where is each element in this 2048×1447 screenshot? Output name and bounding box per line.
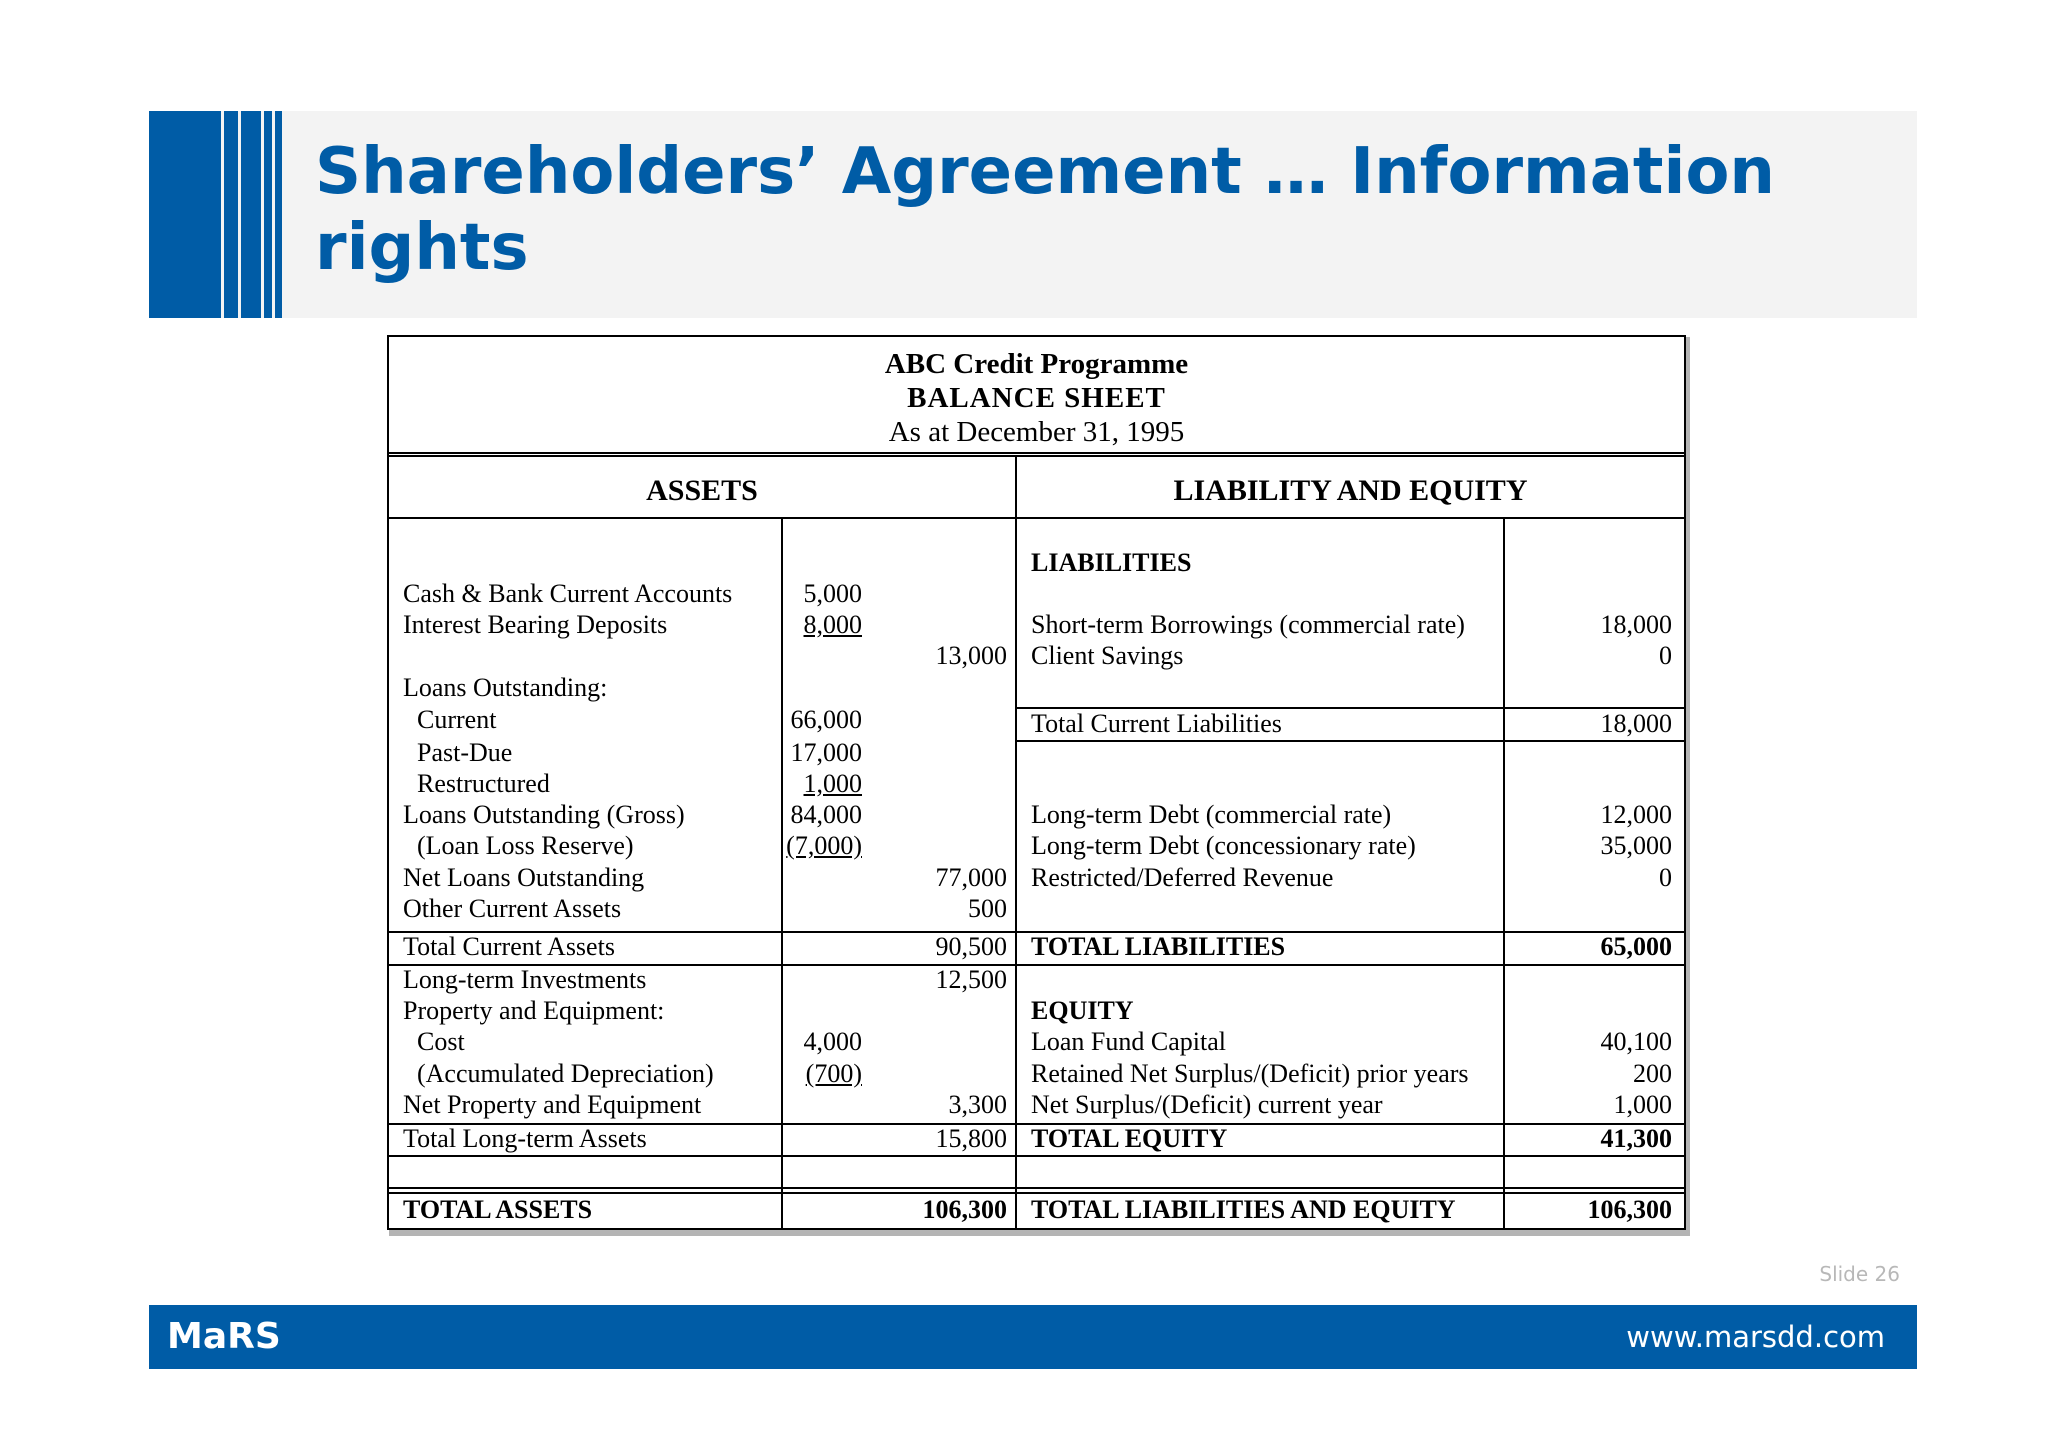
asset-label: Other Current Assets (403, 894, 622, 923)
total-equity-value: 41,300 (1600, 1124, 1672, 1153)
total-liabilities-equity-label: TOTAL LIABILITIES AND EQUITY (1031, 1195, 1456, 1224)
document-title: BALANCE SHEET (907, 382, 1166, 414)
asset-value: (700) (805, 1059, 862, 1088)
liabilities-heading: LIABILITIES (1031, 548, 1192, 577)
asset-label: Current (417, 705, 497, 734)
balance-sheet (387, 335, 1686, 1230)
row-divider (389, 1155, 1684, 1157)
asset-value: (7,000) (786, 831, 862, 860)
asset-label: (Loan Loss Reserve) (417, 831, 634, 860)
asset-label: Cash & Bank Current Accounts (403, 579, 733, 608)
brand-logo: MaRS (167, 1316, 281, 1357)
asset-value: 84,000 (790, 800, 862, 829)
asset-value: 5,000 (803, 579, 862, 608)
asset-label: Net Property and Equipment (403, 1090, 702, 1119)
liability-label: Short-term Borrowings (commercial rate) (1031, 610, 1465, 639)
equity-value: 200 (1633, 1059, 1672, 1088)
row-divider (1017, 740, 1684, 742)
liability-label: Long-term Debt (commercial rate) (1031, 800, 1392, 829)
equity-label: Retained Net Surplus/(Deficit) prior years (1031, 1059, 1469, 1088)
asset-label: Net Loans Outstanding (403, 863, 645, 892)
liability-value: 12,000 (1600, 800, 1672, 829)
total-equity-label: TOTAL EQUITY (1031, 1124, 1228, 1153)
column-divider (781, 517, 783, 1228)
asset-label: Long-term Investments (403, 965, 647, 994)
equity-heading: EQUITY (1031, 996, 1134, 1025)
accent-stripe (241, 111, 261, 318)
slide-number: Slide 26 (1819, 1262, 1900, 1286)
as-at-date: As at December 31, 1995 (888, 416, 1185, 448)
assets-header: ASSETS (646, 474, 758, 507)
asset-total-value: 77,000 (935, 863, 1007, 892)
asset-label: Cost (417, 1027, 465, 1056)
liability-value: 35,000 (1600, 831, 1672, 860)
asset-label: Loans Outstanding: (403, 673, 608, 702)
asset-total-value: 12,500 (935, 965, 1007, 994)
title-line-2: rights (315, 211, 529, 285)
accent-stripe (275, 111, 282, 318)
column-divider (1015, 457, 1017, 1228)
asset-label: Loans Outstanding (Gross) (403, 800, 685, 829)
accent-stripe (224, 111, 238, 318)
total-liabilities-value: 65,000 (1600, 932, 1672, 961)
row-divider (389, 517, 1684, 519)
equity-value: 40,100 (1600, 1027, 1672, 1056)
liability-label: Client Savings (1031, 641, 1184, 670)
asset-value: 4,000 (803, 1027, 862, 1056)
total-liabilities-label: TOTAL LIABILITIES (1031, 932, 1286, 961)
liabilities-equity-header: LIABILITY AND EQUITY (1173, 474, 1528, 507)
asset-label: Past-Due (417, 738, 513, 767)
liability-value: 0 (1659, 863, 1672, 892)
liability-label: Restricted/Deferred Revenue (1031, 863, 1334, 892)
equity-label: Net Surplus/(Deficit) current year (1031, 1090, 1383, 1119)
asset-value: 8,000 (803, 610, 862, 639)
total-liabilities-equity-value: 106,300 (1587, 1195, 1672, 1224)
asset-label: Total Current Assets (403, 932, 615, 961)
liability-value: 18,000 (1600, 610, 1672, 639)
accent-stripe (264, 111, 272, 318)
liability-label: Total Current Liabilities (1031, 709, 1282, 738)
asset-value: 66,000 (790, 705, 862, 734)
liability-value: 18,000 (1600, 709, 1672, 738)
footer-url[interactable]: www.marsdd.com (1626, 1320, 1885, 1354)
footer-bar (149, 1305, 1917, 1369)
column-divider (1503, 517, 1505, 1228)
row-divider-double (389, 1187, 1684, 1194)
asset-total-value: 13,000 (935, 641, 1007, 670)
accent-bar (149, 111, 221, 318)
title-line-1: Shareholders’ Agreement … Information (315, 135, 1775, 209)
total-assets-value: 106,300 (922, 1195, 1007, 1224)
equity-label: Loan Fund Capital (1031, 1027, 1226, 1056)
asset-total-value: 15,800 (935, 1124, 1007, 1153)
liability-label: Long-term Debt (concessionary rate) (1031, 831, 1416, 860)
asset-total-value: 3,300 (948, 1090, 1007, 1119)
sheet-header (389, 337, 1684, 457)
asset-value: 1,000 (803, 769, 862, 798)
slide-title (315, 134, 1875, 286)
liability-value: 0 (1659, 641, 1672, 670)
organization-name: ABC Credit Programme (884, 348, 1189, 380)
asset-label: Total Long-term Assets (403, 1124, 647, 1153)
asset-value: 17,000 (790, 738, 862, 767)
asset-label: Interest Bearing Deposits (403, 610, 668, 639)
asset-total-value: 90,500 (935, 932, 1007, 961)
asset-total-value: 500 (968, 894, 1007, 923)
asset-label: Restructured (417, 769, 550, 798)
asset-label: Property and Equipment: (403, 996, 665, 1025)
asset-label: (Accumulated Depreciation) (417, 1059, 714, 1088)
total-assets-label: TOTAL ASSETS (403, 1195, 593, 1224)
equity-value: 1,000 (1613, 1090, 1672, 1119)
